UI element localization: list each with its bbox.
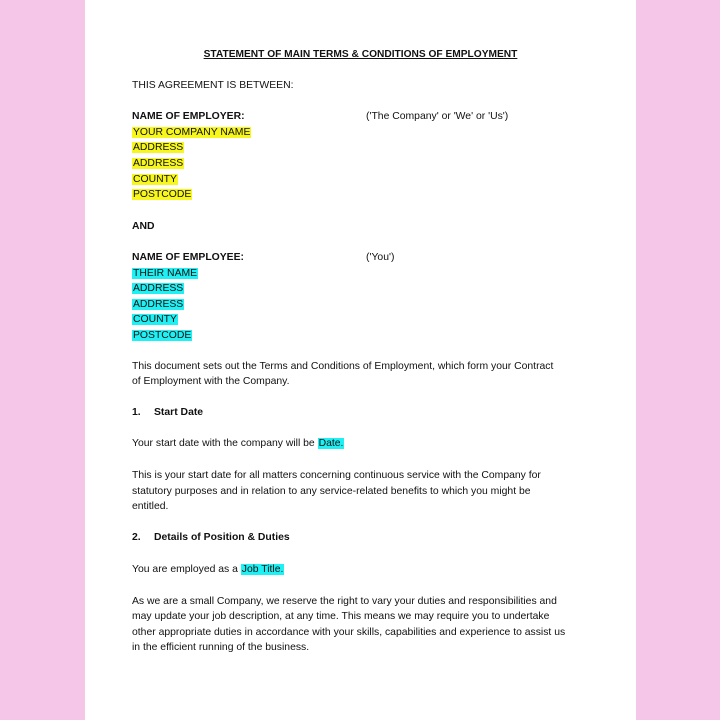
duties-para-line-1: As we are a small Company, we reserve the right to vary your duties and responsibilities and xyxy=(132,596,557,607)
employer-label: NAME OF EMPLOYER: xyxy=(132,111,245,122)
job-title-placeholder: Job Title. xyxy=(241,564,284,575)
employer-line-address-1: ADDRESS xyxy=(133,142,184,153)
employee-line-address-2: ADDRESS xyxy=(133,299,184,310)
start-date-para-line-2: statutory purposes and in relation to any service-related benefits to which you might be xyxy=(132,486,531,497)
employer-line-postcode: POSTCODE xyxy=(133,189,192,200)
employee-line-postcode: POSTCODE xyxy=(133,330,192,341)
employee-line-name: THEIR NAME xyxy=(133,268,198,279)
and-label: AND xyxy=(132,221,155,232)
start-date-line xyxy=(132,437,344,450)
document-text-line-2: of Employment with the Company. xyxy=(132,376,290,387)
job-title-line xyxy=(132,563,284,576)
section-2-heading: Details of Position & Duties xyxy=(154,532,290,543)
duties-para-line-3: other appropriate duties in accordance with your skills, capabilities and experience to assist us xyxy=(132,627,566,638)
duties-para-line-4: in the efficient running of the business. xyxy=(132,642,310,653)
agreement-intro: THIS AGREEMENT IS BETWEEN: xyxy=(132,80,294,91)
section-2-number: 2. xyxy=(132,532,141,543)
job-title-text: You are employed as a xyxy=(132,564,241,575)
document-title: STATEMENT OF MAIN TERMS & CONDITIONS OF EMPLOYMENT xyxy=(203,49,518,60)
start-date-para-line-1: This is your start date for all matters concerning continuous service with the Company for xyxy=(132,470,541,481)
start-date-text: Your start date with the company will be xyxy=(132,438,318,449)
employee-alias: ('You') xyxy=(366,252,395,263)
section-1-number: 1. xyxy=(132,407,141,418)
employee-line-address-1: ADDRESS xyxy=(133,283,184,294)
employer-line-address-2: ADDRESS xyxy=(133,158,184,169)
employer-line-county: COUNTY xyxy=(133,174,177,185)
document-text-line-1: This document sets out the Terms and Conditions of Employment, which form your Contract xyxy=(132,361,554,372)
start-date-placeholder: Date. xyxy=(318,438,344,449)
employee-label: NAME OF EMPLOYEE: xyxy=(132,252,244,263)
document-page xyxy=(85,0,636,720)
employer-alias: ('The Company' or 'We' or 'Us') xyxy=(366,111,509,122)
section-1-heading: Start Date xyxy=(154,407,204,418)
employee-line-county: COUNTY xyxy=(133,314,177,325)
start-date-para-line-3: entitled. xyxy=(132,501,169,512)
employer-line-company-name: YOUR COMPANY NAME xyxy=(133,127,251,138)
duties-para-line-2: may update your job description, at any time. This means we may require you to undertake xyxy=(132,611,550,622)
